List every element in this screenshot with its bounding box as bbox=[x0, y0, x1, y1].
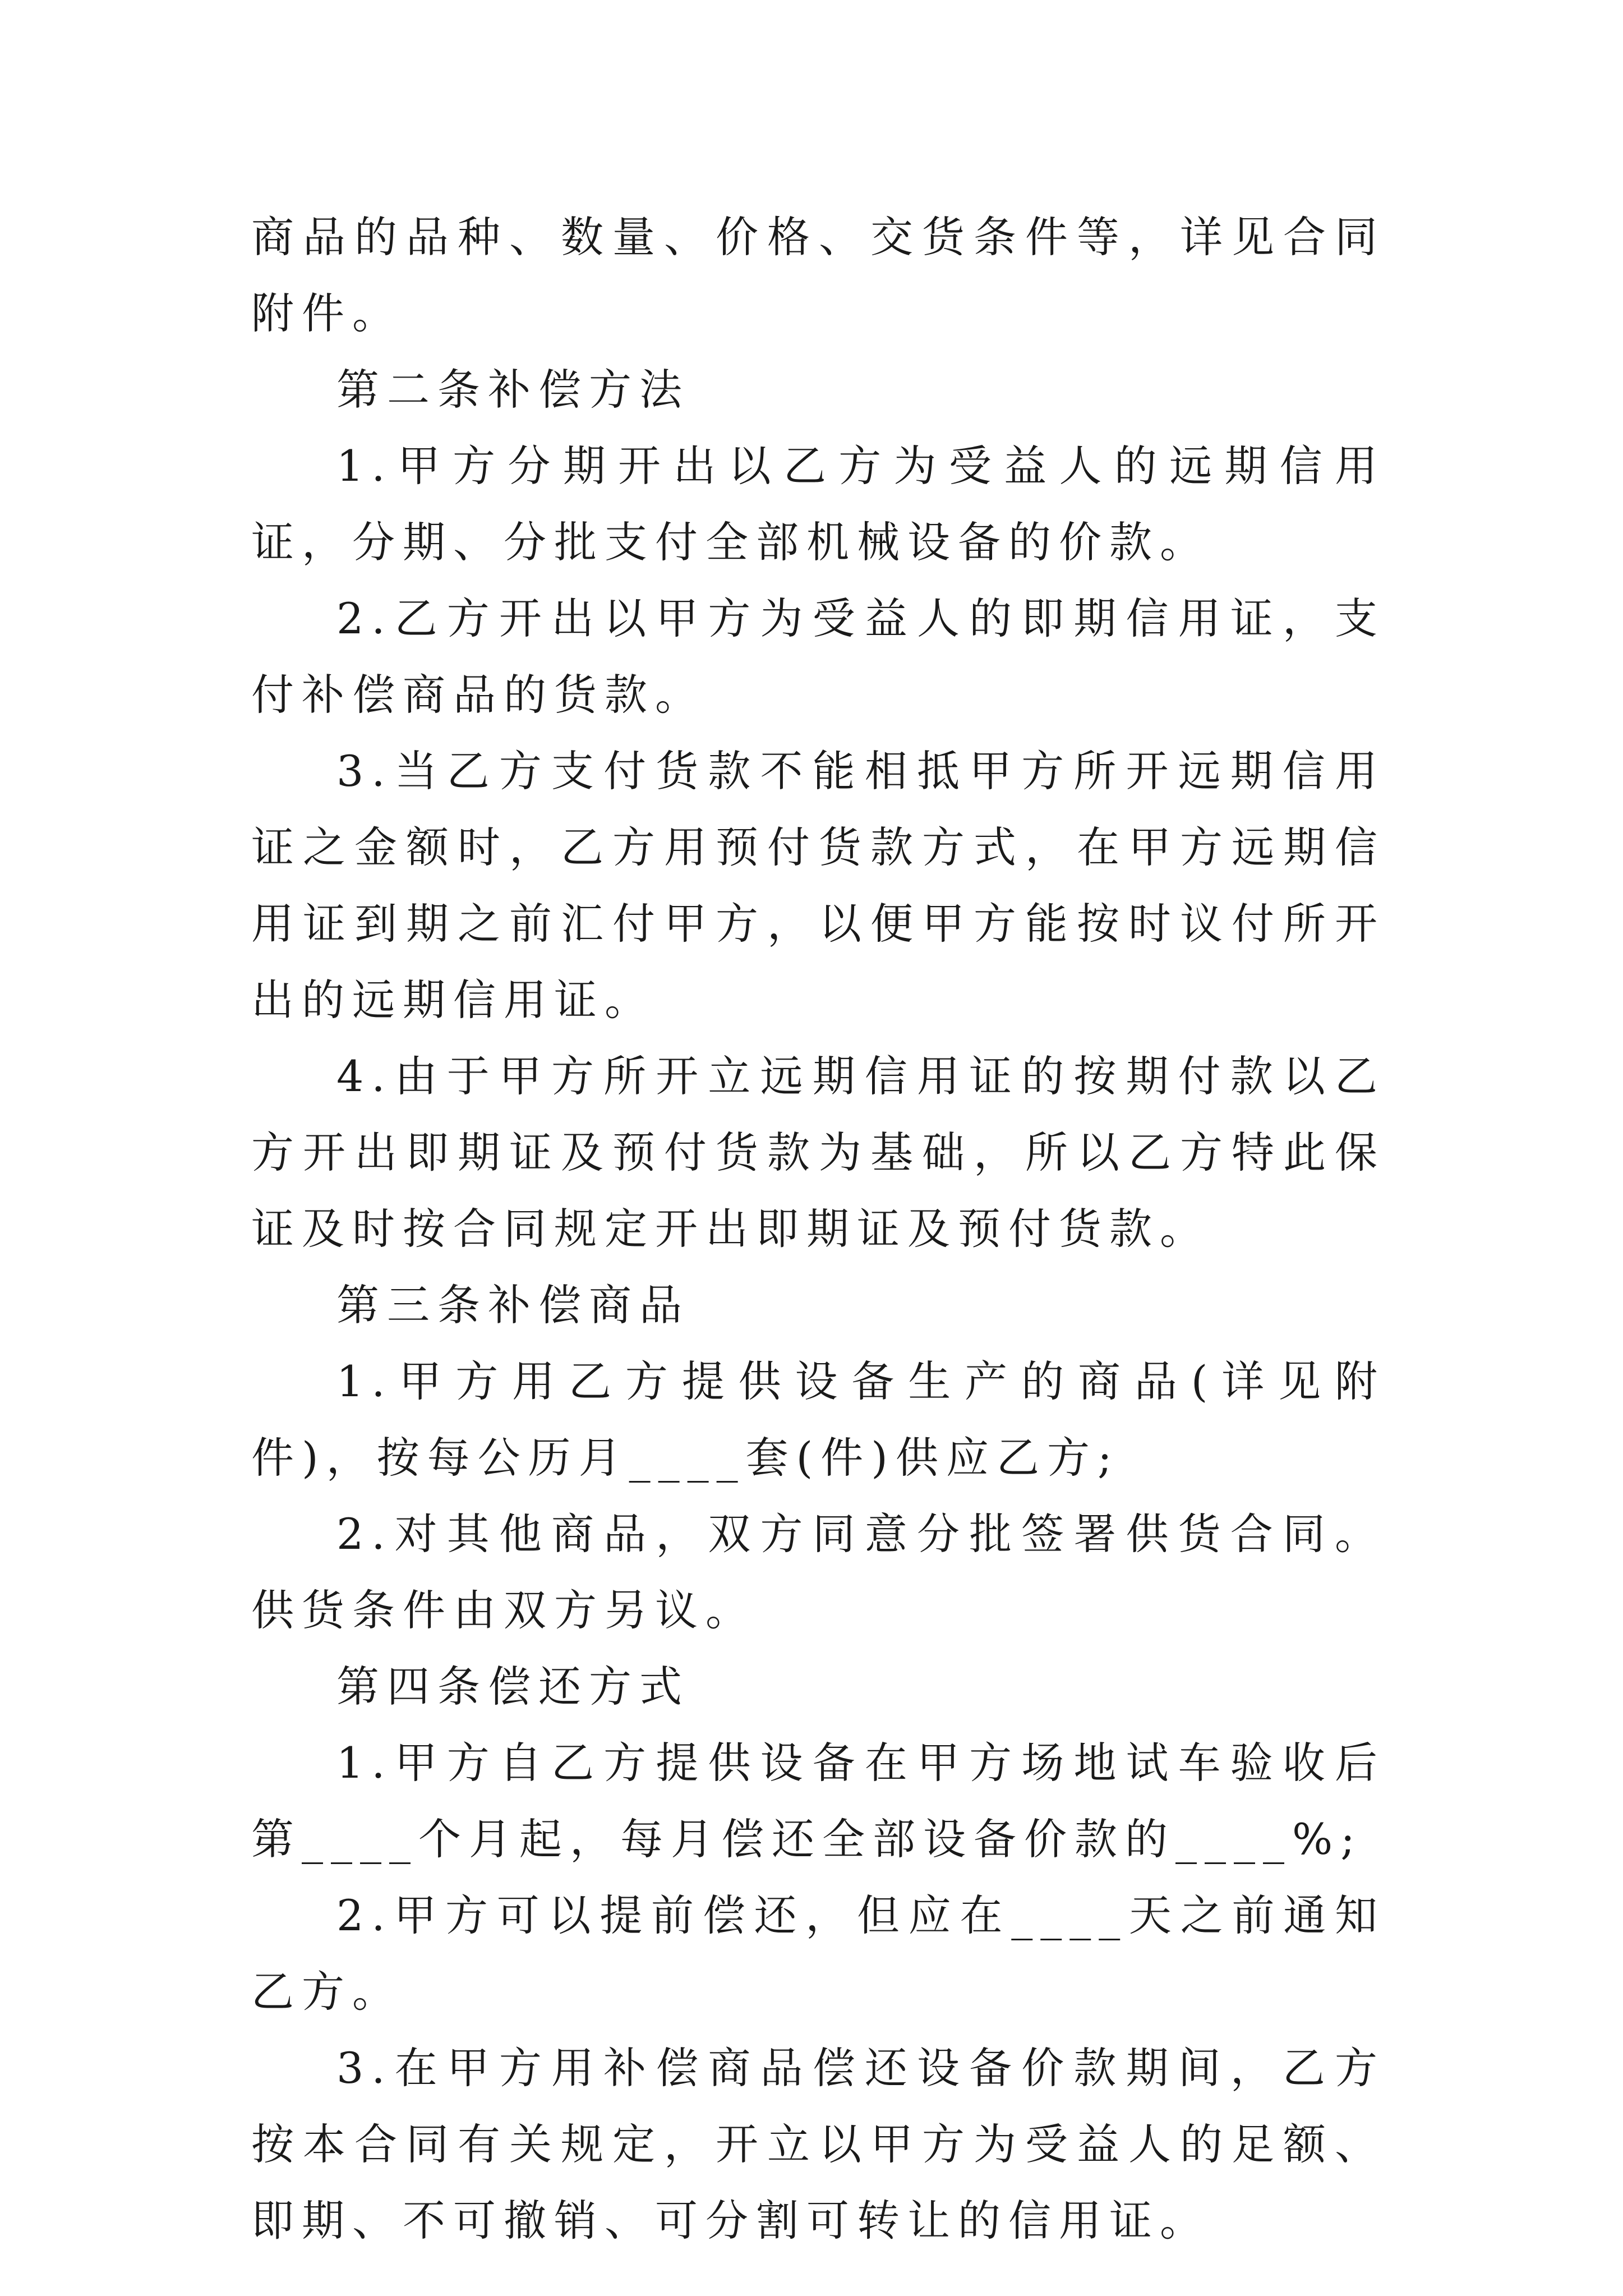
clause-2-1: 1.甲方分期开出以乙方为受益人的远期信用证，分期、分批支付全部机械设备的价款。 bbox=[251, 441, 1385, 567]
paragraph-continuation: 商品的品种、数量、价格、交货条件等，详见合同附件。 bbox=[251, 212, 1385, 338]
clause-3-1: 1.甲方用乙方提供设备生产的商品(详见附件)，按每公历月____套(件)供应乙方; bbox=[251, 1356, 1385, 1483]
clause-2-2: 2.乙方开出以甲方为受益人的即期信用证，支付补偿商品的货款。 bbox=[251, 593, 1385, 720]
clause-4-1: 1.甲方自乙方提供设备在甲方场地试车验收后第____个月起，每月偿还全部设备价款的____%; bbox=[251, 1738, 1385, 1864]
article-heading-4: 第四条偿还方式 bbox=[336, 1662, 690, 1711]
clause-2-4: 4.由于甲方所开立远期信用证的按期付款以乙方开出即期证及预付货款为基础，所以乙方特此保证及时按合同规定开出即期证及预付货款。 bbox=[251, 1051, 1385, 1254]
clause-3-2: 2.对其他商品，双方同意分批签署供货合同。供货条件由双方另议。 bbox=[251, 1509, 1385, 1635]
document-body bbox=[251, 199, 1385, 2259]
clause-2-3: 3.当乙方支付货款不能相抵甲方所开远期信用证之金额时，乙方用预付货款方式，在甲方远期信用证到期之前汇付甲方，以便甲方能按时议付所开出的远期信用证。 bbox=[251, 746, 1385, 1025]
clause-4-3: 3.在甲方用补偿商品偿还设备价款期间，乙方按本合同有关规定，开立以甲方为受益人的足额、即期、不可撤销、可分割可转让的信用证。 bbox=[251, 2043, 1385, 2246]
article-heading-2: 第二条补偿方法 bbox=[336, 365, 690, 415]
clause-4-2: 2.甲方可以提前偿还，但应在____天之前通知乙方。 bbox=[251, 1890, 1385, 2017]
article-heading-3: 第三条补偿商品 bbox=[336, 1280, 690, 1330]
